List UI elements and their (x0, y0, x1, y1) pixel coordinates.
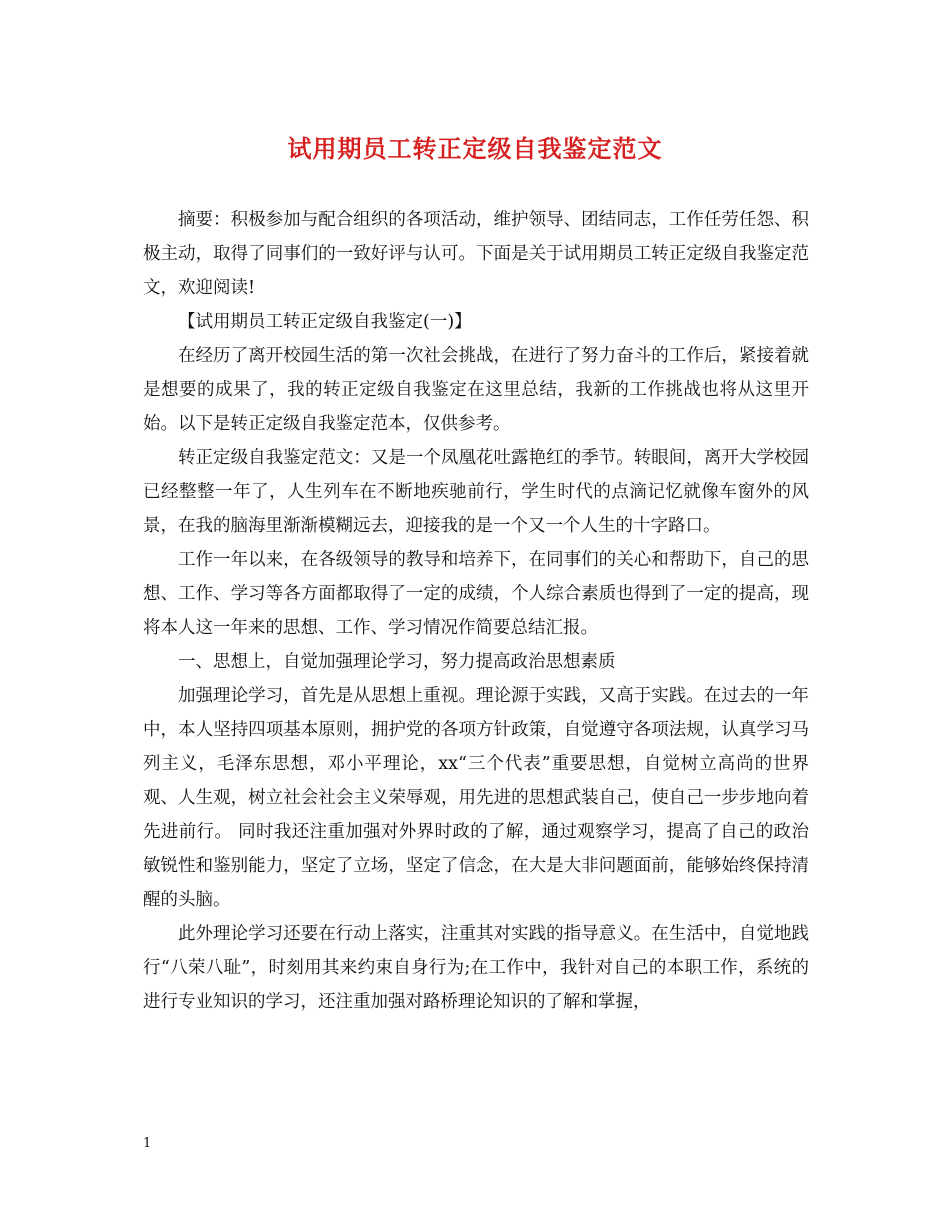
page-number: 1 (143, 1136, 152, 1151)
section-heading: 【试用期员工转正定级自我鉴定(一)】 (178, 312, 472, 332)
abstract-paragraph: 摘要：积极参加与配合组织的各项活动，维护领导、团结同志，工作任劳任怨、积极主动，取得了同事们的一致好评与认可。下面是关于试用期员工转正定级自我鉴定范文，欢迎阅读! (143, 210, 809, 298)
body-paragraph: 转正定级自我鉴定范文：又是一个凤凰花吐露艳红的季节。转眼间，离开大学校园已经整整一年了，人生列车在不断地疾驰前行，学生时代的点滴记忆就像车窗外的风景，在我的脑海里渐渐模糊远去，迎接我的是一个又一个人生的十字路口。 (143, 448, 809, 536)
body-paragraph: 此外理论学习还要在行动上落实，注重其对实践的指导意义。在生活中，自觉地践行“八荣八耻”，时刻用其来约束自身行为;在工作中，我针对自己的本职工作，系统的进行专业知识的学习，还注重加强对路桥理论知识的了解和掌握， (143, 924, 809, 1012)
body-paragraph: 在经历了离开校园生活的第一次社会挑战，在进行了努力奋斗的工作后，紧接着就是想要的成果了，我的转正定级自我鉴定在这里总结，我新的工作挑战也将从这里开始。以下是转正定级自我鉴定范本，仅供参考。 (143, 346, 809, 434)
body-paragraph: 加强理论学习，首先是从思想上重视。理论源于实践，又高于实践。在过去的一年中，本人坚持四项基本原则，拥护党的各项方针政策，自觉遵守各项法规，认真学习马列主义，毛泽东思想，邓小平理论，xx“三个代表”重要思想，自觉树立高尚的世界观、人生观，树立社会社会主义荣辱观，用先进的思想武装自己，使自己一步步地向着先进前行。 同时我还注重加强对外界时政的了解，通过观察学习，提高了自己的政治敏锐性和鉴别能力，坚定了立场，坚定了信念，在大是大非问题面前，能够始终保持清醒的头脑。 (143, 686, 809, 910)
subsection-heading: 一、思想上，自觉加强理论学习，努力提高政治思想素质 (178, 652, 616, 672)
body-paragraph: 工作一年以来，在各级领导的教导和培养下，在同事们的关心和帮助下，自己的思想、工作、学习等各方面都取得了一定的成绩，个人综合素质也得到了一定的提高，现将本人这一年来的思想、工作、学习情况作简要总结汇报。 (143, 550, 809, 638)
document-body (143, 203, 809, 1019)
document-title: 试用期员工转正定级自我鉴定范文 (287, 134, 663, 163)
